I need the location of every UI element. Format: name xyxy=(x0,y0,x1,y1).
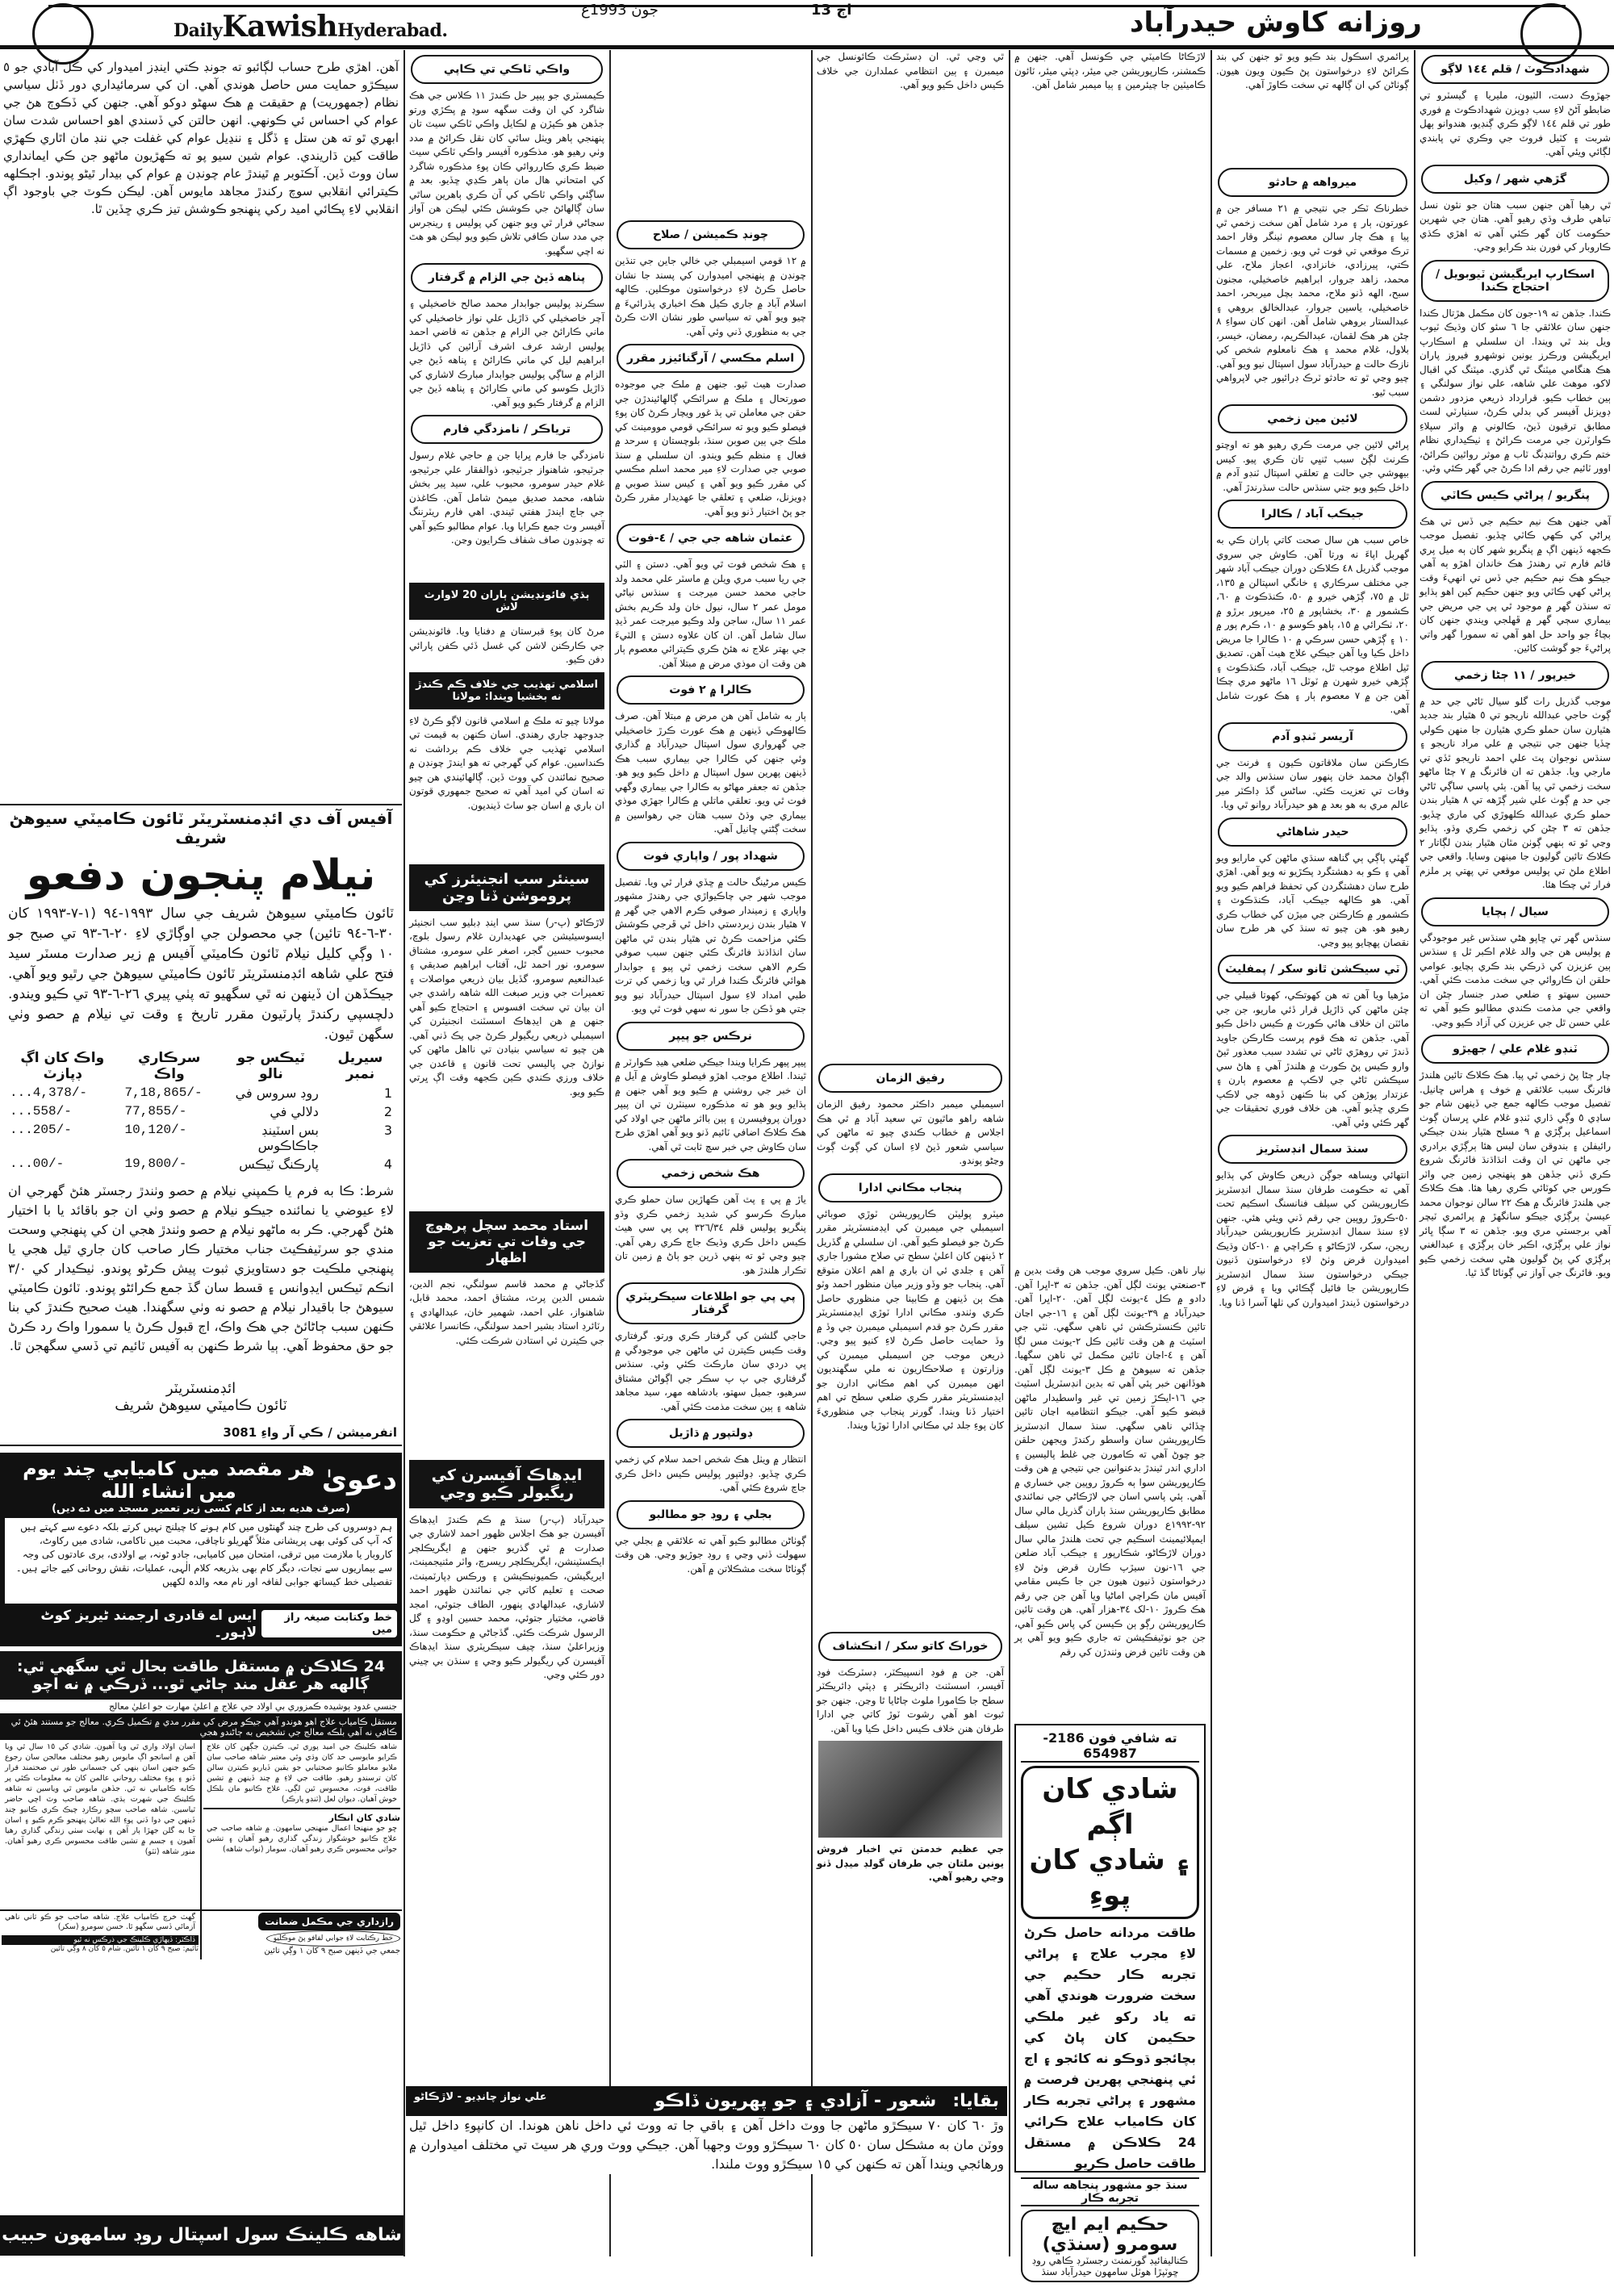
headline-box: خيرپور / ١١ ڄڻا زخمي xyxy=(1421,661,1609,690)
headline-box: آريسر ٽنڊو آدم xyxy=(1218,722,1407,751)
dawa-contact-label: خط وکتابت صیغہ راز میں xyxy=(261,1610,397,1637)
banner-title: شعور - آزادي ۽ جو پهريون ڏاڪو xyxy=(654,2091,937,2111)
headline-box: هڪ شخص زخمي xyxy=(617,1159,805,1188)
serial: 1 xyxy=(383,1085,392,1101)
tax-name: روڊ سروس في xyxy=(235,1085,319,1101)
industrial-estates-article: نيار ناهن. ڪيل سروي موجب هن وقت بدين ۾ ٣-صنعتي يونٽ لڳل آهن. جڏهن ته ٣-اڀرا آهن. دادو ۾ ڪل ٤-يونٽ لڳل آهن. ٢٠-اڀرا آهن. حيدرآباد ۾ ٣٩-يونٽ لڳل آهن ۽ ١٦-جي اڃان تائين ڪنسٽرڪشن ئي ناهي سگهي. ٺٽي جي اسٽيٽ ۾ هن وقت تائين ڪل ٢-يونٽ مس لڳا آهن ۽ ٤-اڃان تائين مڪمل ٿي ناهن سگهيا. جڏهن ته سيوهڻ ۾ ڪل ٣-يونٽ لڳل آهن. هوڏانهن خبر پئي آهي ته بدين انڊسٽريل اسٽيٽ جي ١٦-ايڪڙ زمين تي غير واسطيدار ماڻهن قبضو ڪيو آهي. جيڪو انتظاميه اڃان تائين ڇڏائي ناهي سگهي. سنڌ سمال انڊسٽريز ڪارپوريشن سان واسطو رکندڙ ويجهن حلقن جو چوڻ آهي ته ڪامورن جي غلط پاليسين ۽ اداري اندر ٿيندڙ بدعنوانين جي نتيجي ۾ هن وقت ڪارپوريشن سوا ٻه ڪروڙ روپين جي خساري ۾ آهي. ٻئي پاسي اسان جي لاڙڪاڻي جي نمائندي مطابق ڪارپوريشن سنڌ ٻاران گذريل مالي سال ٩٢-١٩٩٢ع دوران شروع ڪيل تشين سيلف ايمپلائيمينٽ اسڪيم جي تحت هلندڙ مالي سال دوران لاڙڪاڻو، شڪارپور ۽ جيڪب آباد ضلعن جي ١٦-نون سيڙپ ڪارن قرض وٺڻ لاءِ درخواستون ڏنيون هيون جن جا ڪيس مقامي آفيس مان ڪراچي اماڻيا ويا آهن جن جي رقم هڪ ڪروڙ ١٠-لک ٣٤-هزار آهي. هن وقت تائين ڪارپوريشن رڳو ٻن ڪيسن کي پاس ڪيو آهي، جن جو نوٽيفڪيشن ته جاري ڪيو ويو آهي پر هن وقت تائين قرض وٺندڙن کي رقم xyxy=(1014,1265,1206,1658)
testimonial: گهٽ خرچ ڪامياب علاج. شاهه صاحب جو ڪو ثاني ناهي آزمائي ڏسي سگهو ٿا. حسن سومرو (سکر) xyxy=(5,1913,195,1931)
article-body: حاجي گلشن کي گرفتار ڪري ورتو. گرفتاري وقت ڪيس ڪيترن ئي ماڻهن جي موجودگي ۾ پي دردي سان مارڪٽ ڪئي وئي. سنڌس گرفتاري جي پ پ سڪر جي اڳواڻن مشتاق سرهيو، جميل سهتو، بادشاهه مهر، سيد مجاهد شاهه ۽ ٻين سخت مذمت ڪئي آهي. xyxy=(615,1330,806,1412)
headline-box: ميرواهه ۾ حادثو xyxy=(1218,168,1407,197)
official-bid: 10,120/- xyxy=(124,1123,187,1137)
clinic-hours-area xyxy=(0,1911,200,1959)
headline-box: واڪي ٽاڪي تي ڪاپي xyxy=(411,55,603,84)
article-body: ميٽرو پوليٽن ڪارپوريشن ٽوڙي صوبائي اسيمبلي جي ميمبرن کي ايڊمنسٽريٽر مقرر ڪرڻ جو فيصلو ڪيو آهي. ان سلسلي ۾ گڏريل ٢ ڏينهن کان اعليٰ سطح تي صلاح مشورا جاري آهن ۽ جلدي ئي ان باري ۾ اهم اعلان متوقع آهي. پنجاب جو وڏو وزير ميان منظور احمد وٽو هڪ ٻن ڏينهن ۾ ڪابينا جي منظوري حاصل ڪري وٺندو. مڪاني ادارا ٽوڙي ايڊمنسٽريٽر مقرر ڪرڻ جو قدم اسيمبلي ميمبرن جي وڏ ۾ وڏ حمايت حاصل ڪرڻ لاءِ کنيو پيو وڃي. ذريعن موجب جن اسيمبلي ميمبرن کي وزارتون ۽ صلاحڪاريون نه ملي سگهنديون انهن ميمبرن کي اهم مڪاني ادارن جو ايڊمنسٽريٽر مقرر ڪري ضلعي سطح تي اهم اختيار ڏنا ويندا. گورنر پنجاب جي منظوريءَ کان پوءِ جلد ئي مڪاني ادارا ٽوڙيا ويندا. xyxy=(817,1207,1004,1431)
headline-box: شهدادڪوٽ / قلم ١٤٤ لاڳو xyxy=(1421,55,1609,84)
dawa-body: ہم دوسروں کی طرح چند گھنٹوں میں کام ہونے کا چیلنج نہیں کرتے بلکہ دعوے سے کہتے ہیں کہ آپ کی کوئی بھی پریشانی مثلاً گھریلو ناچاقی، محبت میں ناکامی، شادی میں رکاوٹ، کاروبار یا ملازمت میں ترقی، امتحان میں کامیابی، جادو ٹونہ، بے اولادی، بری عادتوں کی وجہ سے بیماریوں سے نجات، دیگر کام بھی بذریعہ کلام الٰہی، عملیات، نقش روحانی کیے جاتے ہیں۔ تفصیلی خط کیساتھ جوابی لفافہ اور نام معہ والدہ لکھیں xyxy=(5,1518,397,1604)
testimonials-right xyxy=(200,1740,402,1909)
article-body: گڏجاڻي ۾ محمد قاسم سولنگي، نجم الدين، شمس الدين پرٽ، مشتاق احمد، محمد قابل، شاهنواز، علي احمد، شهمير خان، عبدالهادي ۽ رٽائرڊ استاد بشير احمد سولنگي، ڪانسرا علائقي جي ڪيترن ئي استادن شرڪت ڪئي. xyxy=(409,1278,604,1346)
testimonials-left xyxy=(0,1740,200,1909)
headline-box: جيڪب آباد / ڪالرا xyxy=(1218,500,1407,529)
article-body: ٿي رهيا آهن جنهن سبب هتان جو نئون نسل تباهي طرف وڌي رهيو آهي. هتان جي شهرين حڪومت کان گهر ڪئي آهي ته اهڙي ڪڌي ڪاروبار کي فورن بند ڪرايو وڃي. xyxy=(1420,199,1611,253)
english-masthead-title xyxy=(174,10,448,44)
dawa-subline: (صرف هديه بعد از کام کسی زیر تعمیر مسجد میں دے دیں) xyxy=(52,1503,350,1515)
dawa-badge: دعوىٰ xyxy=(321,1464,397,1496)
article-body: ٿي وڃي ٿي. ان ڊسٽرڪٽ ڪائونسل جي ميمبرن ۽ ٻين انتظامي عملدارن جي خلاف ڪيس داخل ڪيو ويو آهي. xyxy=(817,51,1004,90)
ad-experience: سنڌ جو مشهور پنجاهه ساله تجربه ڪار xyxy=(1021,2177,1199,2206)
photo-caption: جي عظيم خدمتن تي اخبار فروش يونين ملتان جي طرفان گولڊ ميڊل ڏنو وڃي رهيو آهي. xyxy=(817,1843,1004,1883)
clinic-note: ڏاڪٽر: ڏيهاڙي ڪلينڪ جي ذرڪس نه ٿيو xyxy=(2,1935,199,1945)
column-4 xyxy=(813,50,1007,2256)
clinic-secrecy-area xyxy=(200,1911,402,1959)
headline-black: اسلامي تهذيب جي خلاف ڪم ڪندڙ نه بخشيا ويندا: مولانا xyxy=(409,672,604,709)
article-body: پراڻي لائين جي مرمت ڪري رهيو هو ته اوچتو ڪرنٽ لڳڻ سبب ٿنڀي تان ڪري پيو. کيس بيهوشي جي حالت ۾ تعلقي اسپتال ٽنڊو آدم ۾ داخل ڪيو ويو جتي سنڌس حالت سڌرندڙ آهي. xyxy=(1216,439,1409,493)
tax-name: دلالي في xyxy=(270,1104,319,1119)
article-body: نامزدگي جا فارم ڀرايا جن ۾ حاجي غلام رسول جرٽيجو، شاهنواز جرٽيجو، ذوالفقار علي جرٽيجو، غلام حيدر سومرو، محبوب علي، سيد پير بخش شاهه، محمد صديق ميمڻ شامل آهن. ڪاغذن جي جاچ ايندڙ هفتي ٿيندي. اهي فارم ريٽرننگ آفيسر وٽ جمع ڪرايا ويا. عوام مطالبو ڪيو آهي ته چونڊون صاف شفاف ڪرايون وڃن. xyxy=(409,450,604,546)
article-body: ڪيمسٽري جو پيپر حل ڪندڙ ١١ ڪلاس جي هڪ شاگرد کي ان وقت سگهه سوڍ ۾ پڪڙي ورتو جڏهن هو ڪپڙن ۾ لڪايل واڪي ٽاڪي سيٽ تان پنهنجي ٻاهر ويٺل ساٿي کان نقل ڪرائڻ ۾ مدد وٺي رهيو هو. مذڪوره آفيسر واڪي ٽاڪي سيٽ ضبط ڪري ڪارروائي ڪان پوءِ مذڪوره شاگرد کي امتحاني هال مان ٻاهر ڪڍي ڇڏيو. بعد ۾ ساڳئي واڪي ٽاڪي کي آن ڪري ٻاهرين ساٿي سان ڳالهائڻ جي ڪوشش ڪئي ليڪن هن آواز سڃاڻي فرار ٿي ويو جنهن کي پوليس ۽ رينجرس جي مدد سان ڪافي تلاش ڪيو ويو ليڪن هو هٿ نه اچي سگهيو. xyxy=(409,90,604,257)
headline-box: گڙهي شهر / وکيل xyxy=(1421,165,1609,194)
dawa-headline: هر مقصد ميں کاميابي چند يوم ميں انشاء الله xyxy=(23,1457,315,1503)
headline-box: رفيق الزمان xyxy=(818,1064,1002,1093)
article-body: لاڙڪاڻا ڪاميٽي جي ڪونسل آهي. جنهن ۾ ڪمشنر، ڪارپوريشن جي ميئر، ڊپٽي ميئر، ٽائون ڪاميٽين جا چيئرمين ۽ ٻيا ميمبر شامل آهن. xyxy=(1014,51,1206,90)
column-3 xyxy=(612,50,809,2256)
deposit: ...4,378/- xyxy=(10,1085,88,1100)
header-deposit: واڪ کان اڳ ڊپازٽ xyxy=(20,1050,105,1082)
table-row xyxy=(5,1155,397,1173)
article-body: انتظار ۾ ويٺل هڪ شخص احمد سلام کي زخمي ڪري ڇڏيو. ڊولتپور پوليس ڪيس داخل ڪري جاچ شروع ڪئي آهي. xyxy=(615,1453,806,1493)
title-prefix: Daily xyxy=(174,20,223,41)
serial: 3 xyxy=(383,1123,392,1138)
headline-black: ٻڌي فائونڊيشن ٻاران 20 لاوارث لاش xyxy=(409,583,604,620)
article-body: خاص سبب هن سال صحت کاتي ٻاران ڪي به گهربل اپاءَ نه ورتا آهن. ڪاوش جي سروي موجب گذريل ٤٨ ڪلاڪن دوران جيڪب آباد شهر جي مختلف سرڪاري ۽ خانگي اسپتالن ۾ ١٣٥، ٿل ۾ ٧٥، ڳڙهي خيرو ۾ ٥٠، ڪنڌڪوٽ ۾ ٦٠، ڪشمور ۾ ٣٠، بخشاپور ۾ ٢٥، ميرپور برڙو ۾ ٢٠، ٺڪرائي ۾ ١٥، ٻاهو ڪوسو ۾ ١٠، ڪرم پور ۾ ١٠ ۽ ڳڙهي حسن سرڪي ۾ ١٠ ڪالرا جا مريض داخل ڪيا ويا آهن جيڪي علاج هيٺ آهن. تصديق ٿيل اطلاع موجب ٿل، جيڪب آباد، ڪنڌڪوٽ ۽ ڳڙهي خيرو شهرن ۾ ٽوٽل ١٦ ماڻهو مري چڪا آهن جن ۾ ٧ معصوم ٻار ۽ هڪ عورت شامل آهي. xyxy=(1216,534,1410,715)
header-official-bid: سرڪاري واڪ xyxy=(138,1050,201,1082)
shah-clinic-advertisement xyxy=(0,1651,402,1959)
column-divider xyxy=(404,50,405,2256)
table-row xyxy=(5,1084,397,1102)
article-body: خطرناڪ ٽڪر جي نتيجي ۾ ٢١ مسافر جن ۾ عورتون، ٻار ۽ مرد شامل آهن سخت زخمي ٿي پيا ۽ هڪ چار سالن معصوم ٺينگر وقار احمد ترڪ موقعي تي فوت ٿي ويو. زخمين ۾ مسمات ڪتي، پيرزادي، خانزادي، اعجاز ملاح، علي محمد، زاهد جروار، ابراهيم خاصخيلي، مجنون سبح، الهه ڏنو ملاح، محمد بچل ميربحر، احمد خاصخيلي، ياسين جروار، عبدالخالق بروهي ۽ عبدالستار بروهي شامل آهن. انهن کان سواءِ ٨ ڄڻن هر هڪ لقمان، عبدالڪريم، رمضان، خيسر، بلاول، غلام محمد ۽ هڪ نامعلوم شخص کي نازڪ حالت ۾ حيدرآباد سول اسپتال نيو ويو آهي. چيو وڃي ٿو ته حادثو ٽرڪ ڊرائيور جي لاپرواهي سبب ٿيو. xyxy=(1216,203,1409,398)
headline-box: پناهه ڏيڻ جي الزام ۾ گرفتار xyxy=(411,263,603,292)
deposit: ...558/- xyxy=(10,1104,72,1119)
headline-box: سنڌ سمال انڊسٽريز xyxy=(1218,1135,1407,1164)
header-tax-name: ٽيڪس جو نالو xyxy=(236,1050,306,1082)
article-body: ۽ هڪ شخص فوت ٿي ويو آهي. دستن ۽ الٽي جي ريا سبب مري ويلن ۾ ماسٽر علي محمد ولد حاجي محمد حسن ميرجت ۽ سنڌس نياڻي مومل عمر ٢ سال، نيول خان ولد ڪريم بخش عمر ١١ سال، ساجن ولد وڪيو ميرجت عمر ڏيڍ سال شامل آهن. ان کان علاوه دستن ۽ الٽيءَ جي بهتر علاج نه هئڻ ڪري ڪيترائي معصوم ٻار هن وقت ان موذي مرض ۾ مبتلا آهن. xyxy=(615,558,806,669)
reply-envelope-oval: خط رڪتابت لاءِ جوابي لفافو پڻ موڪليو xyxy=(266,1930,400,1947)
article-body: مولانا چيو ته ملڪ ۾ اسلامي قانون لاڳو ڪرڻ لاءِ جدوجهد جاري رهندي. اسان ڪنهن به قيمت تي اسلامي تهذيب جي خلاف ڪم برداشت نه ڪنداسين. عوام کي گهرجي ته هو ايندڙ چونڊن ۾ صحيح نمائندن کي ووٽ ڏين. ڳالهائيندي هن چيو ته اسان کي اميد آهي ته صحيح جمهوري قوتون ان باري ۾ اسان جو ساٿ ڏينديون. xyxy=(409,714,604,811)
official-bid: 19,800/- xyxy=(124,1156,187,1171)
testimonial-title: شادي کان انڪار xyxy=(328,1813,400,1823)
article-body: سنڌس گهر تي ڇاپو هڻي سنڌس غير موجودگي ۾ پوليس هن جي والد غلام اڪبر ٿل ۽ سنڌس ٻين عزيزن کي ڌرڪي بند ڪري ٻچايو. عوامي حلقن ان ڪاروائي جي سخت مذمت ڪئي آهي. حسين سهتو ۽ ضلعي صدر جنسار ڄڻن ان واقعي جي مذمت ڪندي مطالبو ڪيو آهي ته علي حسن ٿل جي عزيزن کي آزاد ڪيو وڃي. xyxy=(1420,931,1611,1028)
headline-box: اسلم مڪسي / آرگنائيزر مقرر xyxy=(617,344,805,373)
column-3-top-text xyxy=(612,50,809,215)
article-body: انتهائي ويساهه جوڳن ذريعن ڪاوش کي ٻڌايو آهي ته حڪومت طرفان سنڌ سمال انڊسٽريز ڪارپوريشن کي سيلف فنانسنگ اسڪيم تحت ٥٠-ڪروڙ روپين جي رقم ڏني ويئي هئي. جنهن لاءِ سنڌ سمال انڊسٽريز ڪارپوريشن حيدرآباد ريجن، سکر، لاڙڪاڻو ۽ ڪراچي ۾ ١٠-کان وڌيڪ اميدوارن قرض وٺڻ لاءِ درخواستون ڏنيون جيڪي درخواستون سنڌ سمال انڊسٽريز ڪارپوريشن جا فائيل ڳڪائي ويا ۽ قرض لاءِ درخواستون ڏيندڙ اميدوارن کي ٺلها آسرا ڏنا ويا. xyxy=(1216,1169,1409,1308)
auction-body: ٽائون ڪاميٽي سيوهڻ شريف جي سال ١٩٩٣-٩٤ (١-٧-١٩٩٣ کان ٣٠-٦-٩٤ تائين) جي محصولن جي اوڳاڙي لاءِ ٢٠-٦-٩٣ تي صبح جو ١٠ وڳي کليل نيلام ٽائون ڪاميٽي آفيس ۾ زير صدارت مسٽر سيد فتح علي شاهه ائڊمنسٽريٽر ٽائون ڪاميٽي سيوهڻ جي رٿيو ويو آهي. جيڪڏهن ان ڏينهن نه ٿي سگهيو ته پٺي پيري ٢٦-٦-٩٣ تي ڪيو ويندو. دلچسپي رکندڙ پارٽيون مقرر تاريخ ۽ وقت تي نيلام ۾ حصو وٺي سگهن ٿيون. xyxy=(8,905,395,1043)
editorial-article: آهن. اهڙي طرح حساب لڳائبو ته جونڊ ڪتي اينڊز اميدوار کي ڪل آبادي جو ٥ سيڪڙو حمايت مس حاصل هوندي آهي. ان کي سرمائيداري دور ڏٺل سياسي نظام (جمهوريت) ۾ حقيقت ۾ هڪ سهڻو دوکو آهي. جنهن کي ڏڪوڄ هڻ جي عوام کي احساس ئي ڪونهي. انهن حالتن کي ڏسندي اهو احساس شدت سان ابهري ٿو ته هن ستل ۽ ڏگل ۽ ننڍيل عوام کي غفلت جي ننڊ مان اٿاري ڪهڙي طاقت کين ڌاريندي. عوام شين سيو پو ته ڪهڙيون ماڻهو جن ڪي ايمانداري سان ووٽ ڏين. آڪٽوبر ۾ ٿيندڙ عام چونڊن ۾ عوام کي بيدار ٿيڻو پوندو. اڄڪلهه ڪيترائي انقلابي سوچ رکندڙ مجاهد مايوس آهن. ليڪن ڪوٽ جي باوجود اڳ انقلابي لاءِ پڪائي اميد رکي پنهنجو ڪوشش تيز ڪري ڇڏين ٿا. xyxy=(3,60,399,216)
clinic-band: مستقل ڪامياب علاج اهو هوندو آهي جيڪو مرض کي مقرر مدي ۾ تڪميل ڪري. معالج جو مستند هئڻ ئي ڪافي نه آهي بلڪه معالج جي تشخيص به ڄاڻندو هجي xyxy=(0,1714,402,1740)
article-body: پرائمري اسڪول بند ڪيو ويو ٿو جنهن کي بند ڪرائڻ لاءِ درخواستون پڻ ڪيون ويون هيون. ڳوٺاڻن کي ان ڳالهه تي سخت ڪاوڙ آهي. xyxy=(1216,51,1409,90)
article-body: جهڙوڪ دست، الٽيون، مليريا ۽ گيسٽرو تي ضابطو آڻڻ لاءِ سب ڊويزن شهدادڪوٽ ۾ فوري طور تي قلم ١٤٤ لاڳو ڪري ڳنڊيو، هندوانو ٻهل شربت ۽ کٽيل فروٽ جي وڪري تي پابندي لڳائي ويئي آهي. xyxy=(1420,90,1611,157)
headline-box: بجلي ۽ روڊ جو مطالبو xyxy=(617,1500,805,1529)
article-body: لاڙڪاڻو (پ-ر) سنڌ سي اينڊ ڊبليو سب انجنيئر ايسوسيئيشن جي عهديدارن غلام رسول بلوچ، محبوب حسين گجر، اصغر علي سومرو، مشتاق سومرو، نور احمد ٿل، آفتاب ابراهيم صديقي ۽ عبدالنعيم سومرو، گڏيل بيان ذريعي مواصلات ۽ تعميرات جي وزير صبغت الله شاهه راشدي جي ان بيان تي سخت افسوس ۽ احتجاج ڪيو آهي جنهن ۾ هن ايڊهاڪ اسسٽنٽ انجنيئرن کي اسيمبلي ذريعي ريگيولر ڪرڻ جي پڪ ڏني آهي. هن چيو ته سياسي بنيادن تي نااهل ماڻهن کي نوازڻ جي پاليسي تحت قانون ۽ قاعدن جي خلاف ورزي ڪندي ڪين ڪجهه وقت اڳ ڀرتي ڪيو ويو. xyxy=(409,916,604,1098)
column-7 xyxy=(1416,50,1614,2256)
article-body: اسيمبلي ميمبر داڪٽر محمود رفيق الزمان شاهه راهو ماٿيون تي سعيد آباد ۾ ٿي هڪ اجلاس ۾ خطاب ڪندي چيو ته ماڻهن کي سياسي شعور ڏيڻ لاءِ اسان کي ڳوٺ ڳوٺ وڃڻو پوندو. xyxy=(817,1098,1004,1166)
article-body: صدارت هيٺ ٿيو. جنهن ۾ ملڪ جي موجوده صورتحال ۽ ملڪ ۾ سرائڪي ڳالهائيندڙن جي حقن جي معاملن تي ٻڌ غور ويچار ڪرڻ کان پوءِ فيصلو ڪيو ويو ته سرائڪي قومي موومينٽ کي ملڪ جي ٻين صوبن سنڌ، بلوچستان ۽ سرحد ۾ فعال ۽ منظم ڪيو ويندو. ان سلسلي ۾ سنڌ صوبي جي صدارت لاءِ مير محمد اسلم مڪسي کي مقرر ڪيو ويو آهي ۽ کيس سنڌ صوبي ۾ ڊويزنل، ضلعي ۽ تعلقي جا عهديدار مقرر ڪرڻ جو پڻ اختيار ڏنو ويو آهي. xyxy=(615,378,806,517)
header-serial: سيريل نمبر xyxy=(337,1050,383,1082)
testimonial: اسان اولاد واري ٿي ويا آهيون. شادي کي ١٥ سال ٿي ويا آهن ۾ اسانجو اڳ مايوس رهيو مختلف معالجن سان رجوع ڪيو جنهن اسان ٻنهي کي جسماني طور تي صحتمند قرار ڏنو ۽ پوءِ مختلف روحاني عالمن کان به معلومات ڪئي پر ڪابه ڪاميابي نه ٿي. جڏهن مايوس ٿي وياسين ته شاهه ڪلينڪ جي شهرت ٻڌي. شاهه صاحب وٽ اچي حاضر ٿياسين. شاهه صاحب سچو رڪارڊ چيڪ ڪري ڪانيو چند ڏينهن جي دوا ڏني پوءِ الله تعاليٰ پنهنجو ڪرم ڪيو ۽ اسان جا به گلن جهڙا ٻار آهن ۽ نهايت سٺي زندگي گذاري رهيا آهيون ۽ جسم ۾ تشين طاقت محسوس ڪري رهيو آهيان. منور شاهه (ٺٽو) xyxy=(5,1742,195,1856)
sindhi-masthead-title: روزانه کاوش حيدرآباد xyxy=(1130,6,1422,39)
award-photo xyxy=(818,1741,1002,1838)
article-body: ڪيس مرڻينگ حالت ۾ ڇڏي فرار ٿي ويا. تفصيل موجب شهر جي چاڪيواڙي جي رهندڙ مشهور واپاري ۽ زميندار صوفي ڪرم الاهي جي گهر ۾ ٧ هٿيار بندن زبردستي داخل ٿي ڦرجي ڪوشش ڪئي مزاحمت ڪرڻ تي هٿيار بندن ٿي ماڻهن سان انڌاڌنڌ فائرنگ ڪئي جنهن سبب صوفي ڪرم الاهي سخت زخمي ٿي پيو ۽ جوابدار هوائي فائرنگ ڪندا فرار ٿي ويا زخمي کي ترت طبي امداد لاءِ سول اسپتال حيدرآباد نيو ويو جتي هو ڏڪن جا سور نه سهي فوت ٿي ويو. xyxy=(615,876,806,1014)
auction-conditions: شرط: ڪا به فرم يا ڪمپني نيلام ۾ حصو وٺندڙ رجسٽر هئڻ گهرجي ان لاءِ عيوضي يا نمائنده جيڪو نيلام ۾ حصو وٺي ان جو باقائد يا با اختيار هئڻ گهرجي. ڪر به ماڻهو نيلام ۾ حصو وٺندڙ هجي ان کي پنهنجي وسحت مندي جو سرٽيفڪيٽ جناب مختيار ڪار صاحب کان جاري ٿيل هجي يا پنهنجي ملڪيت جو دستاويزي ثبوت پيش ڪرڻو پوندو. ٺيڪيدار کي ٣/٠ انڪم ٽيڪس ايڊوانس ۽ قسط سان گڏ جمع ڪرائڻو پوندو. ٽائون ڪاميٽي سيوهڻ جا باقيدار نيلام ۾ حصو نه وٺي سگهندا. هيٺ صحيح ڪندڙ کي بنا ڪنهن سبب ڄاڻائڻ جي هڪ واڪ، اڄ قبول ڪرڻ يا سمورا واڪ رد ڪرڻ جو حق محفوظ آهي. ٻيا شرط ڪنهن به آفيس ٽائيم تي ڏسي سگهجن ٿا. xyxy=(8,1183,394,1353)
hakim-address-1: ڪناليفائيڊ گورنمنٽ رجسٽرڊ ڪاهي روڊ xyxy=(1031,2255,1189,2266)
issue-date: جون 1993ع xyxy=(581,2,659,19)
column-divider xyxy=(1009,50,1010,2256)
column-5 xyxy=(1011,50,1209,2277)
signatory-title: ائڊمنسٽريٽر xyxy=(165,1380,236,1397)
hakim-soomro-advertisement xyxy=(1014,1724,1206,2277)
issue-day: اڄ 13 xyxy=(811,2,852,19)
headline-box: خوراڪ کاتو سکر / انڪشاف xyxy=(818,1632,1002,1661)
testimonial: ڇو جو منهنجا اعمال منهنجي سامهون. ۾ شاهه صاحب جي علاج ڪانيو خوشگوار زندگي گذاري رهيو آهيان ۽ تشين جواني محسوس ڪري رهيو آهيان. سومار (نواب شاهه) xyxy=(207,1824,397,1854)
table-row xyxy=(5,1121,397,1155)
headline-black: ايڊهاڪ آفيسرن کي ريگيولر ڪيو وڃي xyxy=(409,1460,604,1508)
article-body: گهٽي ٻاڳي ٻي گناهه سنڌي ماڻهن کي مارايو ويو آهي ۽ ڪو به دهشتگرد پڪڙيو نه ويو آهي. اهڙي طرح سان دهشتگردن کي تحفظ فراهم ڪيو ويو آهي. هو ڪالهه جيڪب آباد، ڪنڌڪوٽ ۽ ڪشمور ۾ ڪارڪنن جي ميڙن کي خطاب ڪري رهيو هو. هن چيو ته سنڌ کي هر طرح سان نقصان پهچايو پيو وڃي. xyxy=(1216,851,1409,948)
ad-hakim-box xyxy=(1021,2210,1199,2282)
headline-black: استاد محمد سچل پرهوچ جي وفات تي تعزيت جو اظهار xyxy=(409,1211,604,1273)
ad-headline-1: شادي کان اڳم xyxy=(1042,1773,1178,1841)
article-body: مرڻ کان پوءِ قبرستان ۾ دفنايا ويا. فائونڊيشن جي ڪارڪنن لاشن کي غسل ڏئي ڪفن پارائي دفن ڪيو. xyxy=(409,625,604,665)
article-body: موجب گذريل رات گلو سيال ٿاڻي جي حد ۾ ڳوٺ حاجي عبدالله ناريجو تي ٥ هٿيار بند جديد هٿيارن سان حملو ڪري هٿيارن جا منهن ڪولي ڇڏيا جنهن جي نتيجي ۾ علي مراد ناريجو ۽ سنڌس نوجوان پٽ علي احمد ناريجو ٿڏي تي مارجي ويا. جڏهن ته ان فائرنگ ۾ ٧ ڄڻا ماڻهو سخت زخمي ٿي پيا آهن. ٻئي پاسي ساڳي ٿاڻي جي حد ۾ ڳوٺ علي شير ڳڙهه تي ٨ هٿيار بندن حملو ڪري عبدالله ڪلهوڙي کي ماري ڇڏيو. جڏهن ته ٣ ڄڻن کي زخمي ڪري وڌو. ٻڌايو وڃي ٿو ته ٻنهي ڳوٺن مٿان هٿيار بندن لڳاتار ٢ ڪلاڪ تائين گوليون جا مينهن وسايا. واقعي جي اطلاع ملڻ تي پوليس موقعي تي پهتي پر ملزم فرار ٿي چڪا هئا. xyxy=(1420,695,1612,890)
banner-author: علي نواز چانڊيو - لاڙڪاڻو xyxy=(414,2091,547,2103)
auction-table xyxy=(5,1048,397,1173)
masthead xyxy=(0,0,1614,50)
column-2 xyxy=(406,50,608,2256)
official-bid: 7,18,865/- xyxy=(124,1085,203,1100)
headline-box: ترياڪر / نامزدگي فارم xyxy=(411,415,603,444)
column-1 xyxy=(0,50,402,2256)
title-suffix: Hyderabad. xyxy=(337,20,448,41)
banner-body: وڙ ٦٠ کان ٧٠ سيڪڙو ماڻهن جا ووٽ داخل آهن ۽ باقي جا ته ووٽ ئي داخل ناهن هوندا. ان کانپوءِ داخل ٿيل ووٽن مان به مشڪل سان ٥٠ کان ٦٠ سيڪڙو ووٽ وجهبا آهن. جيڪي ووٽ وري هر سيٽ تي مختلف اميدوارن ۾ ورهائجي ويندا آهن ته ڪنهن کي ١٥ سيڪڙو ووٽ ملندا. xyxy=(409,2116,1004,2174)
headline-box: ڊولتپور ۾ ڌاڙيل xyxy=(617,1419,805,1448)
auction-headline: نيلام پنجون دفعو xyxy=(26,851,376,900)
secrecy-badge: رازداري جي مڪمل ضمانت xyxy=(258,1913,400,1930)
headline-box: لائين مين زخمي xyxy=(1218,404,1407,433)
headline-box: ٽنڊو غلام علي / جهيڙو xyxy=(1421,1035,1609,1064)
clinic-intro: جنسي غدود پوشيده ڪمزوري بي اولاد جي علاج ۾ اعليٰ مهارت جو اعليٰ معالج xyxy=(0,1700,402,1714)
article-body: آهي جنهن هڪ نيم حڪيم جي ڏس تي هڪ پراڻي کي ڪهي ڪاٽي ڇڏيو. تفصيل موجب ڪجهه ڏينهن اڳ ۾ پنگريو شهر کان ٻه ميل پري قائم فارم تي رهندڙ هڪ خاندان اهڙو ٻه آهي جيڪو هڪ نيم حڪيم جي ڏس تي انهيءَ وقت پراڻي کهي ڪاٽي ويو جنهن حڪيم کين اهو ٻڌايو ته سنڌن گهر ۾ موجود ٿي پي جي مريض جي بيماري سڄي گهر ۾ ڦهلجي ويندي جنهن کان بچاءُ جو واحد حل اهو آهي ته سمورا گهر واتي پراڻيءَ جو گوشت کائين. xyxy=(1420,515,1611,654)
tax-name: بس اسٽينڊ جاڪاڪوس xyxy=(257,1123,319,1153)
dawa-advertisement xyxy=(0,1453,402,1646)
serial: 4 xyxy=(383,1156,392,1172)
headline-box: شهداد پور / واپاري فوت xyxy=(617,842,805,871)
article-body: سڪرنڊ پوليس جوابدار محمد صالح خاصخيلي ۽ آچر خاصخيلي کي ڌاڙيل علي نواز خاصخيلي کي ماني ڪارائڻ جي الزام ۾ جڏهن ته قاضي احمد پوليس ارشد عرف اشرف آرائين کي ڌاڙيل ابراهيم ليل کي ماني ڪارائڻ ۽ پناهه ڏيڻ جي الزام ۾ ساڳي پوليس جوابدار مبارڪ لاشاري کي ڌاڙيل ڪوسو کي ماني ڪارائڻ ۽ پناهه ڏيڻ جي الزام ۾ گرفتار ڪيو ويو آهي. xyxy=(409,298,604,408)
headline-box: اسڪارپ ايريگيشن ٽيوبويل / احتجاج ڪندا xyxy=(1421,260,1609,302)
bottom-banner-article xyxy=(406,2086,1007,2177)
ad-body: طاقت مردانه حاصل ڪرڻ لاءِ مجرب علاج ۽ پراڻي تجربه ڪار حڪيم جي سخت ضرورت هوندي آهي ته ياد رکو غير ملڪي حڪيمن کان پاڻ کي بچائجو ڌوڪو نه کائجو ۽ اڄ ئي پنهنجي پهرين فرصت ۾ مشهور ۽ پراڻي تجربه ڪار کان ڪامياب علاج ڪرائي 24 ڪلاڪن ۾ مستقل طاقت حاصل ڪريو xyxy=(1024,1925,1196,2171)
deposit: ...00/- xyxy=(10,1156,65,1171)
article-body: ڳوٺاڻن مطالبو ڪيو آهي ته علائقي ۾ بجلي جي سهولت ڏني وڃي ۽ روڊ جوڙيو وڃي. هن وقت ڳوٺاڻا سخت مشڪلاتن ۾ آهن. xyxy=(615,1534,806,1575)
article-body: آهن. جن ۾ فوڊ انسپيڪٽر، ڊسٽرڪٽ فوڊ آفيسر، اسسٽنٽ ڊائريڪٽر ۽ ڊپٽي ڊائريڪٽر سطح جا ڪامورا ملوث ڄاڻايا ٿا وڃن. جنهن جو ثبوت اهو آهي رشوت ٽوڙ کاتي جي ادارا طرفان هنن خلاف ڪيس داخل ڪيا ويا آهن. xyxy=(817,1666,1004,1734)
column-divider xyxy=(811,50,813,2256)
headline-box: پنگريو / پراڻي ڪيس ڪاٽي xyxy=(1421,481,1609,510)
friday-hours: جمعي جي ڏينهن صبح ٩ کان ١ وڳي تائين xyxy=(264,1947,400,1955)
table-row xyxy=(5,1102,397,1121)
auction-office-line: آفيس آف دي ائڊمنسٽريٽر ٽائون ڪاميٽي سيوهڻ شريف xyxy=(9,809,393,847)
banner-lead: بقايا: xyxy=(952,2091,999,2111)
tax-name: پارڪنگ ٽيڪس xyxy=(239,1156,319,1172)
hakim-name: حڪيم ايم ايڇ سومرو (سنڌي) xyxy=(1042,2214,1178,2255)
ad-headline-box xyxy=(1021,1766,1199,1919)
banner-title-bar xyxy=(406,2086,1007,2116)
article-body: ۾ ١٢ قومي اسيمبلي جي خالي جاين جي تنڌين چونڊن ۾ پنهنجي اميدوارن کي پسند جا نشان حاصل ڪرڻ لاءِ درخواستون موڪلين. ڪالهه اسلام آباد ۾ جاري ڪيل هڪ اخباري پڌرائيءَ ۾ چيو ويو آهي ته سياسي طور نشان الاٽ ڪرڻ جي به منظوري ڏني وئي آهي. xyxy=(615,255,806,337)
dawa-contact-name: ایس اے قادری ارجمند ٹیریز کوٹ لاہور۔ xyxy=(40,1608,257,1641)
ad-headline-2: ۽ شادي کان پوءِ xyxy=(1029,1844,1191,1912)
clinic-hours: ٽائيم: صبح ٩ کان ١ تائين. شام ٥ کان ٨ وڳي تائين xyxy=(50,1945,199,1953)
masthead-bottom-rule xyxy=(48,45,1566,49)
clinic-testimonials xyxy=(0,1740,402,1911)
headline-box: حيدر شاهاڻي xyxy=(1218,818,1407,847)
headline-box: عثمان شاهه جي جي / ٤-فوت xyxy=(617,524,805,553)
column-divider xyxy=(609,50,611,2256)
auction-notice xyxy=(0,804,402,1446)
article-body: ڪندا. جڏهن ته ١٩-جون کان مڪمل هڙتال ڪندا جنهن سان علائقي جا ٦ سئو کان وڌيڪ ٽيوب ويل بند ٿي ويندا. ان سلسلي ۾ اسڪارپ ايريگيشن ورڪرز يونين نوشهرو فيروز پاران هڪ هنگامي ميٽنگ ٿي گذري. ميٽنگ کي اقبال لاکو، موهٽ علي شاهه، علي نواز سولنگي ۽ ٻين خطاب ڪيو. قرارداد ذريعي مزدور دشمن ڊويزنل آفيسر کي بدلي ڪرڻ، سنيارٽي لسٽ مطابق ترقيون ڏيڻ، ڪالوني ۾ واٽر سپلاءِ ڪوارٽرن جي مرمت ڪرائڻ ۽ ٺيڪيداري نظام ختم ڪري رواتنڊنگ ٽاب ۾ موثر رواٿين ڪرائڻ، اوور ٽائيم جي رقم ادا ڪرڻ جي گهر ڪئي وئي. xyxy=(1420,307,1611,474)
serial: 2 xyxy=(383,1104,392,1119)
headline-box: ڪالرا ۾ ٢ فوت xyxy=(617,675,805,705)
auction-table-header xyxy=(5,1048,397,1084)
article-body: مڙهيا ويا آهن ته هن کهوتڪي، کهوتا قبيلي جي چئن ماڻهن کي ڌاڙيل قرار ڏئي ماريو، جن جي مائٽن ان خلاف هائي ڪورٽ ۾ ڪيس داخل ڪيو آهي. جڏهن ته هڪ قوم پرست ڪارڪن جاويد ڏندڙ تي روهڙي ٿاڻي تي تشدد سبب معذور ٿيڻ وارو ڪيس پڻ ڪورٽ ۾ هلندڙ آهي ۽ هاڻ سي سيڪشن ٿاڻي جي لاڪپ ۾ معصوم ٻارن ۽ عزتدار پوڙهن کي بنا ڪنهن ڏوهه جي لاڪپ ڪري ڇڏيو آهي. هن خلاف فوري تحقيقات جي گهر ڪئي وئي آهي. xyxy=(1216,989,1409,1128)
headline-black: سينئر سب انجنيئرز کي پروموشن ڏنا وڃن xyxy=(409,864,604,911)
deposit: ...205/- xyxy=(10,1123,72,1137)
official-bid: 77,855/- xyxy=(124,1104,187,1119)
column-divider xyxy=(1414,50,1415,2256)
article-body: ڪارڪنن سان ملاقاتون ڪيون ۽ فرنٽ جي اڳواڻ محمد خان پنهور سان سنڌس والد جي وفات تي تعزيت ڪئي. ساڻس گڏ ڊاڪٽر مير عالم مري به هو بعد ۾ هو حيدرآباد روانو ٿي ويا. xyxy=(1216,756,1409,810)
clinic-info-row xyxy=(0,1911,402,1959)
ad-reference: انفرميشن / ڪي آر واءِ 3081 xyxy=(223,1425,397,1440)
title-main: Kawish xyxy=(222,10,338,44)
hakim-address-2: ڇوٽپڙا هوٽل سامهون حيدرآباد سنڌ xyxy=(1041,2266,1179,2277)
article-body: چار ڄڻا پڻ زخمي ٿي پيا. هڪ ڪلاڪ تائين هلندڙ فائرنگ سبب علائقي ۾ خوف ۽ هراس ڇانيل. تفصيل موجب ڪالهه جمع جي ڏينهن شام جو ساڍي ٥ وڳي ڌاري ٽنڊو غلام علي ڀرسان ڳوٺ اسماعيل ٻرڳڙي ۾ ٩ مسلح هٿيار بندن جيڪي رائيفلن ۽ بندوقن سان ليس هئا ٻرڳڙي برادري جي ماڻهن تي ان وقت انڌاڌنڌ فائرنگ شروع ڪري ڏني جڏهن هو پنهنجي زمين جي واٽر ڪورس جي کوٽائي ڪري رهيا هئا. هڪ ڪلاڪ جي هلندڙ فائرنگ ۾ هڪ ٢٢ سالن نوجوان محمد عيسيٰ ٻرڳڙي جيڪو سانگهڙ ۾ پرائمري ٽيچر آهي برجستي مري ويو. جڏهن ته ٣ سڳا ڀائر نواز علي ٻرڳڙي، اڪبر خان ٻرڳڙي ۽ عبدالغني ٻرڳڙي کي پڻ گوليون هڻي سخت زخمي ڪيو ويو. فائرنگ جي آواز تي ڳوٺاڻا گڏ ٿيا. xyxy=(1420,1069,1612,1278)
headline-box: سيال / ٻچايا xyxy=(1421,897,1609,926)
headline-box: ٽي سيڪشن ٿانو سکر / پمفليٽ xyxy=(1218,955,1407,984)
headline-box: چونڊ ڪميشن / صلاح xyxy=(617,220,805,249)
article-body: حيدرآباد (پ-ر) سنڌ ۾ ڪم ڪندڙ ايڊهاڪ آفيسرن جو هڪ اجلاس ظهور احمد لاشاري جي صدارت ۾ ٿي گذريو جنهن ۾ ايگريڪلچر ايڪسٽينشن، ايگريڪلچر ريسرچ، واٽر مئنيجمينٽ، ايريگيشن، ڪميونيڪيشن ۽ ورڪس ڊپارٽمينٽ، صحت ۽ تعليم کاتي جي نمائندن ظهور احمد لاشاري، عبدالهادي پنهور، الطاف جتوئي، امجد قاضي، مختيار جتوئي، محمد حسين اوڍو ۽ گل الرسول شرڪت ڪئي. گڏجاڻي ۾ حڪومت سنڌ، وزيراعليٰ سنڌ، چيف سيڪريٽري سنڌ ايڊهاڪ آفيسرن کي ريگيولر ڪيو وڃي ۽ سنڌن بي چيني دور ڪئي وڃي. xyxy=(409,1513,604,1680)
headline-box: پنجاب مڪاني ادارا xyxy=(818,1173,1002,1202)
column-divider xyxy=(1210,50,1212,2256)
clinic-headline: 24 ڪلاڪن ۾ مستقل طاقت بحال ٿي سگهي ٿي: ڳالهه هر عقل مند ڄاڻي ٿو... ڏرڪي ۾ نه اچو xyxy=(0,1651,402,1700)
headline-box: پي پي جو اطلاعات سيڪريٽري گرفتار xyxy=(617,1282,805,1324)
headline-box: نرڪس جو پيپر xyxy=(617,1022,805,1051)
article-body: ٻار به شامل آهن هن مرض ۾ مبتلا آهن. صرف ڪالهوڪي ڏينهن ۾ هڪ عورت ڪرڙ خاصخيلي جي گهرواري سول اسپتال حيدرآباد ۾ گذاري وئي جنهن کي ڪالرا جي بيماري سبب هڪ ڏينهن پهرين سول اسپتال ۾ داخل ڪيو ويو هو. جڏهن ته جعفر مهاڻو به ڪالرا جي بيماري وگهي فوت ٿي ويو. تعلقي ماتلي ۾ ڪالرا جهڙي موذي بيماري جي وڌڻ سبب هتان جي رهواسين ۾ سخت ڳڻتي ڇانيل آهي. xyxy=(615,710,806,834)
testimonial: شاهه ڪلينڪ جي اميد پوري ٿي. ڪيترن جڳهن کان علاج ڪرايو مايوسي حد کان وڌي وئي معتبر شاهه صاحب سان ملايو معاملو ڪانيو صحتيابي جو يقين ڏياريو ڪيترن سالن کان ترسندو رهيو. طاقت جي لاءِ ۾ چند ڏينهن ۾ تشين طاقت، قوت، محسوس ٿين لڳي. علاج ڪانيو مان بلڪل خوش آهيان. ديوان لعل (ٽنڊو پارڪر) xyxy=(207,1742,397,1804)
divider xyxy=(203,1808,400,1809)
signatory-org: ٽائون ڪاميٽي سيوهڻ شريف xyxy=(115,1397,287,1414)
column-6 xyxy=(1213,50,1412,2256)
article-body: پيپر پيهر ڪرايا ويندا جيڪي ضلعي هيڊ ڪوارٽر ۾ ٿيندا. اطلاع موجب اهڙو فيصلو ڪاوش ۾ آيل ۾ ان خبر جي روشني ۾ ڪيو ويو آهي جنهن ۾ ٻڌايو ويو هو ته مذڪوره سينٽرن تي ان پيپر دوران پروفيسرن ۽ ٻين بااثر ماڻهن جي اولاد کي هڪ ڪلاڪ اضافي ٽائيم ڏنو ويو آهي اهڙي طرح سان ڪاوش جي خبر سچ ثابت ٿي آهي. xyxy=(615,1056,806,1152)
ad-phone: ته شافي فون 2186-654987 xyxy=(1021,1730,1199,1763)
clinic-footer-banner: شاهه ڪلينڪ سول اسپتال روڊ سامهون حبيب بئنڪ حيدرآباد فون: 619874 xyxy=(0,2215,404,2256)
article-body: ياڙ ۾ پي ۽ پٽ آهن ڪهاڙين سان حملو ڪري مبارڪ ڪرسو کي شديد زخمي ڪري وڌو پنگريو پوليس قلم ٣٢٦/٣٤ پي پي سي هيٺ ڪيس داخل ڪري وڌيڪ جاچ ڪري رهي آهي. چيو وڃي ٿو ته ٻنهي ڌرين جو ٻاڻ ۾ زمين تان تڪرار هلندڙ هو. xyxy=(615,1194,806,1276)
